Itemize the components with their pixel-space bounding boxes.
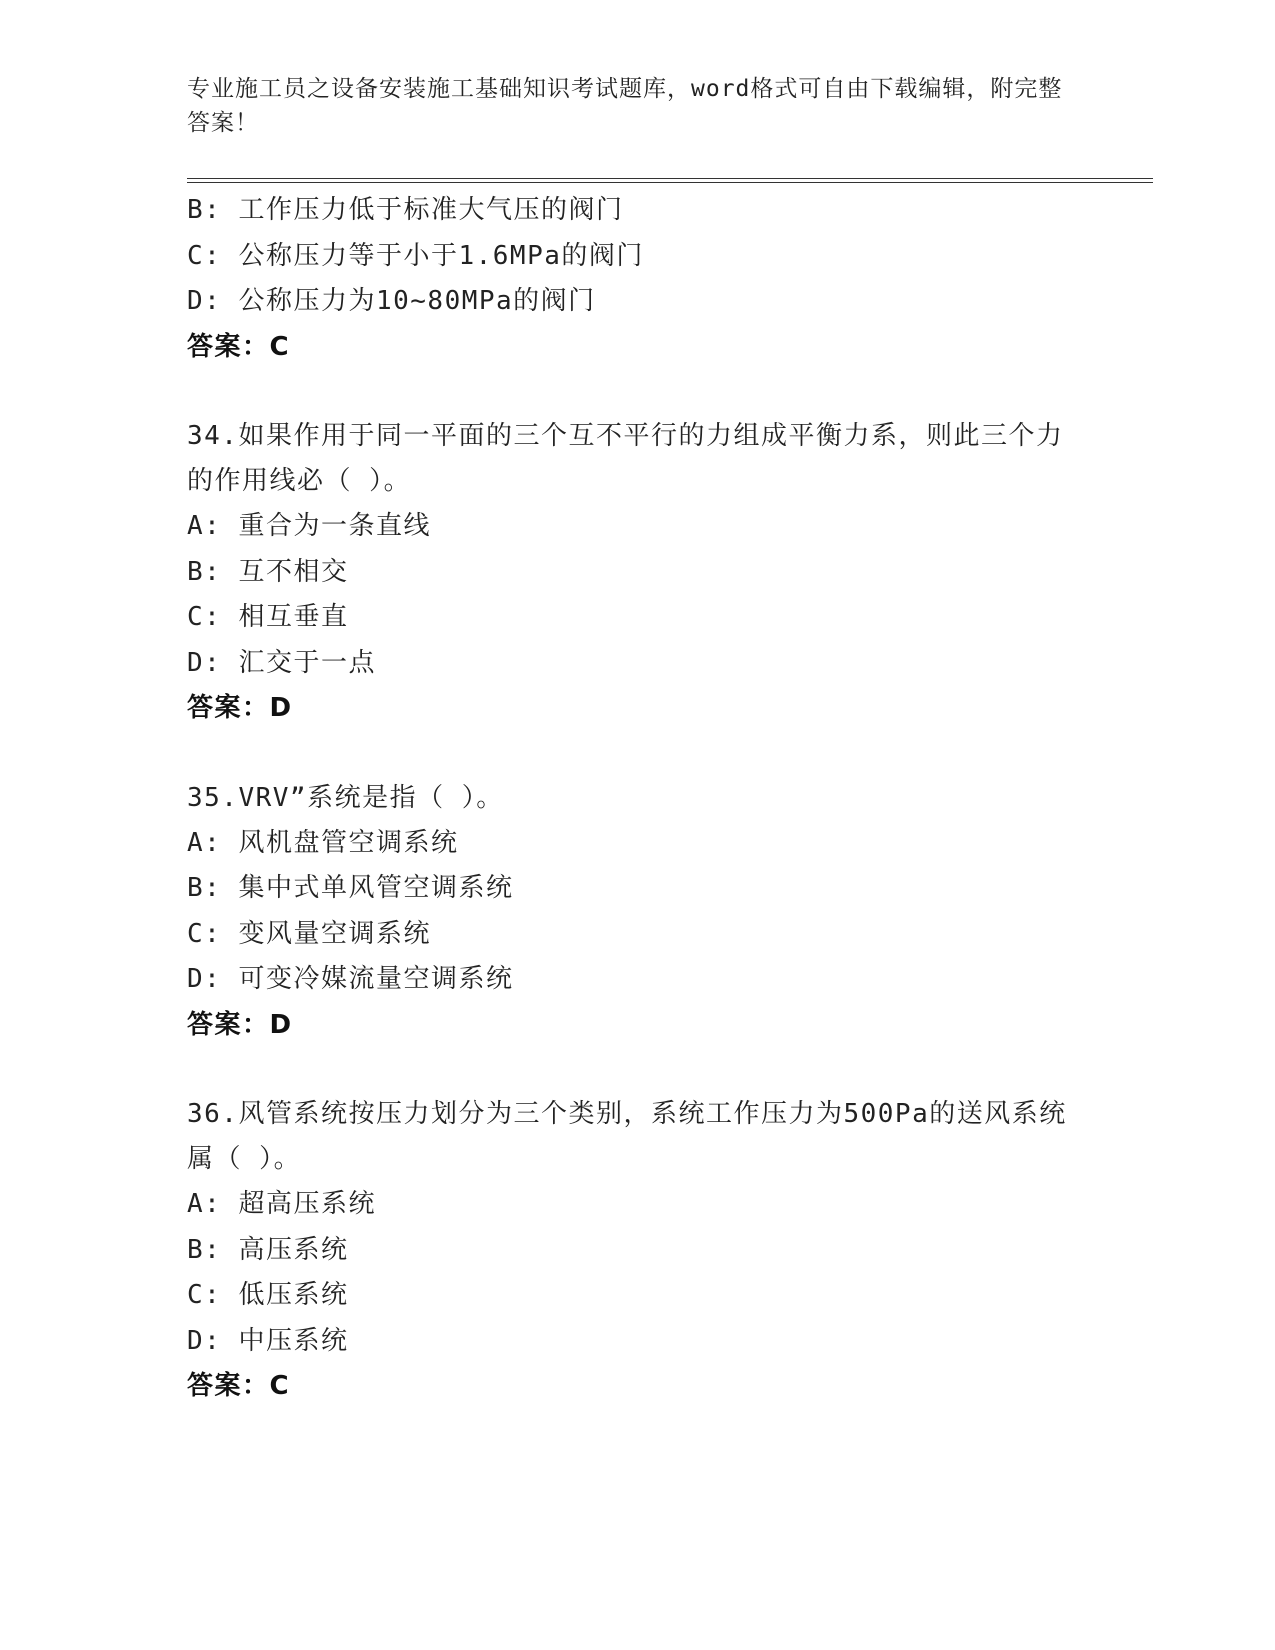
answer-text: 答案：C [187, 1371, 291, 1401]
answer-text: 答案：D [187, 1009, 293, 1040]
option-c: C: 低压系统 [187, 1280, 349, 1310]
option-d: D: 公称压力为10~80MPa的阀门 [187, 286, 596, 316]
option-b: B: 集中式单风管空调系统 [187, 873, 514, 903]
question-35 [187, 776, 1087, 1049]
question-text: 35.VRV”系统是指（ ）。 [187, 782, 504, 813]
spacer [187, 370, 1087, 414]
header-divider-bottom [187, 182, 1153, 183]
option-a: A: 重合为一条直线 [187, 511, 431, 541]
spacer [187, 1048, 1087, 1092]
question-text: 34.如果作用于同一平面的三个互不平行的力组成平衡力系，则此三个力的作用线必（ ）。 [187, 421, 1064, 496]
option-b: B: 高压系统 [187, 1234, 349, 1265]
option-c: C: 公称压力等于小于1.6MPa的阀门 [187, 240, 644, 271]
option-d: D: 中压系统 [187, 1325, 349, 1356]
header-text: 专业施工员之设备安装施工基础知识考试题库，word格式可自由下载编辑，附完整答案！ [187, 76, 1063, 136]
option-c: C: 相互垂直 [187, 602, 349, 632]
question-33-continued [187, 188, 1087, 370]
option-a: A: 风机盘管空调系统 [187, 827, 459, 858]
question-34 [187, 414, 1087, 732]
answer-text: 答案：D [187, 693, 293, 723]
document-header [187, 72, 1067, 140]
header-divider-top [187, 178, 1153, 179]
answer-text: 答案：C [187, 331, 291, 362]
question-36 [187, 1092, 1087, 1410]
option-a: A: 超高压系统 [187, 1189, 376, 1219]
question-text: 36.风管系统按压力划分为三个类别，系统工作压力为500Pa的送风系统属（ ）。 [187, 1099, 1067, 1174]
option-c: C: 变风量空调系统 [187, 918, 431, 949]
option-d: D: 可变冷媒流量空调系统 [187, 964, 514, 994]
option-d: D: 汇交于一点 [187, 647, 376, 678]
spacer [187, 732, 1087, 776]
question-list [187, 188, 1087, 1410]
option-b: B: 互不相交 [187, 556, 349, 587]
option-b: B: 工作压力低于标准大气压的阀门 [187, 195, 624, 225]
